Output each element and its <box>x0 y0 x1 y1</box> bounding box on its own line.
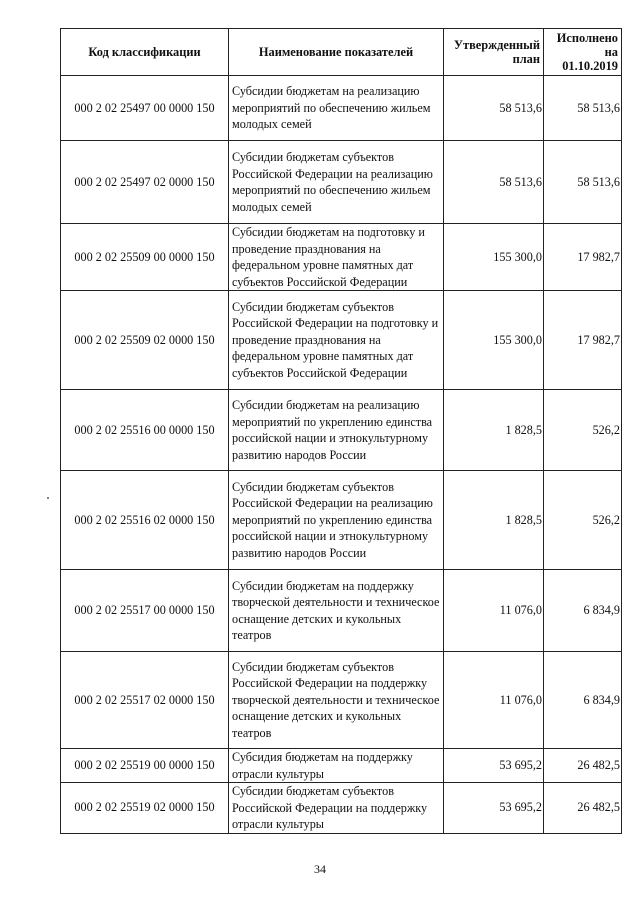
header-done-line2: на 01.10.2019 <box>562 45 618 73</box>
header-done-line1: Исполнено <box>556 31 618 45</box>
row-code: 000 2 02 25516 02 0000 150 <box>61 471 229 570</box>
header-row <box>61 29 622 76</box>
table-row <box>61 291 622 390</box>
row-done: 26 482,5 <box>544 783 622 834</box>
row-code: 000 2 02 25497 00 0000 150 <box>61 76 229 141</box>
row-name: Субсидии бюджетам субъектов Российской Федерации на реализацию мероприятий по укреплению единства российской нации и этнокультурному развитию народов России <box>229 471 444 570</box>
row-code: 000 2 02 25516 00 0000 150 <box>61 390 229 471</box>
row-code: 000 2 02 25519 02 0000 150 <box>61 783 229 834</box>
table-row <box>61 141 622 224</box>
row-name: Субсидии бюджетам на реализацию мероприятий по обеспечению жильем молодых семей <box>229 76 444 141</box>
row-plan: 58 513,6 <box>444 141 544 224</box>
row-plan: 58 513,6 <box>444 76 544 141</box>
row-done: 17 982,7 <box>544 224 622 291</box>
row-name: Субсидии бюджетам на поддержку творческой деятельности и техническое оснащение детских и кукольных театров <box>229 570 444 652</box>
header-plan <box>444 29 544 76</box>
table-row <box>61 224 622 291</box>
row-plan: 1 828,5 <box>444 471 544 570</box>
header-name: Наименование показателей <box>229 29 444 76</box>
row-plan: 11 076,0 <box>444 652 544 749</box>
header-done <box>544 29 622 76</box>
row-code: 000 2 02 25517 02 0000 150 <box>61 652 229 749</box>
row-code: 000 2 02 25509 02 0000 150 <box>61 291 229 390</box>
header-code: Код классификации <box>61 29 229 76</box>
row-plan: 53 695,2 <box>444 749 544 783</box>
header-plan-line1: Утвержденный <box>453 38 540 52</box>
row-done: 526,2 <box>544 471 622 570</box>
row-done: 526,2 <box>544 390 622 471</box>
row-done: 6 834,9 <box>544 570 622 652</box>
row-name: Субсидия бюджетам на поддержку отрасли культуры <box>229 749 444 783</box>
page-number: 34 <box>314 862 326 876</box>
table-row <box>61 76 622 141</box>
row-done: 58 513,6 <box>544 141 622 224</box>
scan-artifact-dot <box>47 497 49 499</box>
row-plan: 155 300,0 <box>444 291 544 390</box>
row-code: 000 2 02 25509 00 0000 150 <box>61 224 229 291</box>
row-name: Субсидии бюджетам на реализацию мероприятий по укреплению единства российской нации и этнокультурному развитию народов России <box>229 390 444 471</box>
row-name: Субсидии бюджетам на подготовку и проведение празднования на федеральном уровне памятных дат субъектов Российской Федерации <box>229 224 444 291</box>
budget-table <box>60 28 622 834</box>
row-plan: 53 695,2 <box>444 783 544 834</box>
row-name: Субсидии бюджетам субъектов Российской Федерации на поддержку творческой деятельности и техническое оснащение детских и кукольных театров <box>229 652 444 749</box>
row-code: 000 2 02 25497 02 0000 150 <box>61 141 229 224</box>
row-name: Субсидии бюджетам субъектов Российской Федерации на подготовку и проведение празднования на федеральном уровне памятных дат субъектов Российской Федерации <box>229 291 444 390</box>
row-name: Субсидии бюджетам субъектов Российской Федерации на поддержку отрасли культуры <box>229 783 444 834</box>
row-done: 58 513,6 <box>544 76 622 141</box>
row-plan: 11 076,0 <box>444 570 544 652</box>
table-row <box>61 749 622 783</box>
table-row <box>61 783 622 834</box>
row-done: 17 982,7 <box>544 291 622 390</box>
table-row <box>61 390 622 471</box>
row-plan: 155 300,0 <box>444 224 544 291</box>
row-plan: 1 828,5 <box>444 390 544 471</box>
row-done: 26 482,5 <box>544 749 622 783</box>
row-code: 000 2 02 25517 00 0000 150 <box>61 570 229 652</box>
table-row <box>61 570 622 652</box>
table-row <box>61 652 622 749</box>
table-row <box>61 471 622 570</box>
row-done: 6 834,9 <box>544 652 622 749</box>
row-name: Субсидии бюджетам субъектов Российской Федерации на реализацию мероприятий по обеспечению жильем молодых семей <box>229 141 444 224</box>
header-plan-line2: план <box>512 52 540 66</box>
row-code: 000 2 02 25519 00 0000 150 <box>61 749 229 783</box>
